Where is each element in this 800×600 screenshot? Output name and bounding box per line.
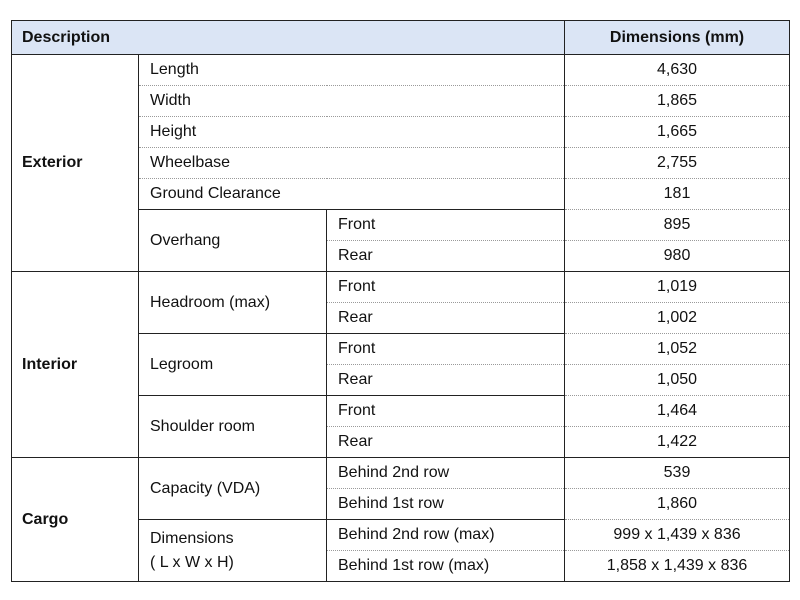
sub-label: Rear (327, 427, 565, 458)
row-value: 1,865 (565, 86, 790, 117)
dimensions-header: Dimensions (mm) (565, 21, 790, 55)
category-cargo: Cargo (12, 458, 139, 582)
table-row (12, 458, 790, 489)
row-value: 1,665 (565, 117, 790, 148)
row-value: 539 (565, 458, 790, 489)
sub-label: Behind 1st row (327, 489, 565, 520)
row-value: 1,860 (565, 489, 790, 520)
group-overhang: Overhang (139, 210, 327, 272)
row-value: 1,052 (565, 334, 790, 365)
row-value: 4,630 (565, 55, 790, 86)
group-cargo-dimensions (139, 520, 327, 582)
dimensions-unit-label: ( L x W x H) (150, 553, 234, 571)
sub-label: Rear (327, 365, 565, 396)
row-value: 1,002 (565, 303, 790, 334)
dimensions-table (11, 20, 790, 582)
table-row (12, 55, 790, 86)
row-label: Length (139, 55, 565, 86)
row-value: 980 (565, 241, 790, 272)
dimensions-label: Dimensions (150, 529, 234, 547)
row-value: 2,755 (565, 148, 790, 179)
description-header: Description (12, 21, 565, 55)
row-value: 1,422 (565, 427, 790, 458)
sub-label: Rear (327, 303, 565, 334)
category-interior: Interior (12, 272, 139, 458)
row-value: 1,019 (565, 272, 790, 303)
row-label: Width (139, 86, 565, 117)
row-value: 1,858 x 1,439 x 836 (565, 551, 790, 582)
group-legroom: Legroom (139, 334, 327, 396)
group-shoulder-room: Shoulder room (139, 396, 327, 458)
row-value: 1,050 (565, 365, 790, 396)
sub-label: Front (327, 210, 565, 241)
row-value: 999 x 1,439 x 836 (565, 520, 790, 551)
sub-label: Behind 2nd row (max) (327, 520, 565, 551)
sub-label: Behind 2nd row (327, 458, 565, 489)
sub-label: Behind 1st row (max) (327, 551, 565, 582)
row-value: 1,464 (565, 396, 790, 427)
row-value: 895 (565, 210, 790, 241)
row-value: 181 (565, 179, 790, 210)
sub-label: Rear (327, 241, 565, 272)
category-exterior: Exterior (12, 55, 139, 272)
sub-label: Front (327, 272, 565, 303)
table-row (12, 272, 790, 303)
group-headroom: Headroom (max) (139, 272, 327, 334)
row-label: Ground Clearance (139, 179, 565, 210)
row-label: Wheelbase (139, 148, 565, 179)
row-label: Height (139, 117, 565, 148)
sub-label: Front (327, 396, 565, 427)
group-capacity: Capacity (VDA) (139, 458, 327, 520)
sub-label: Front (327, 334, 565, 365)
table-header-row (12, 21, 790, 55)
